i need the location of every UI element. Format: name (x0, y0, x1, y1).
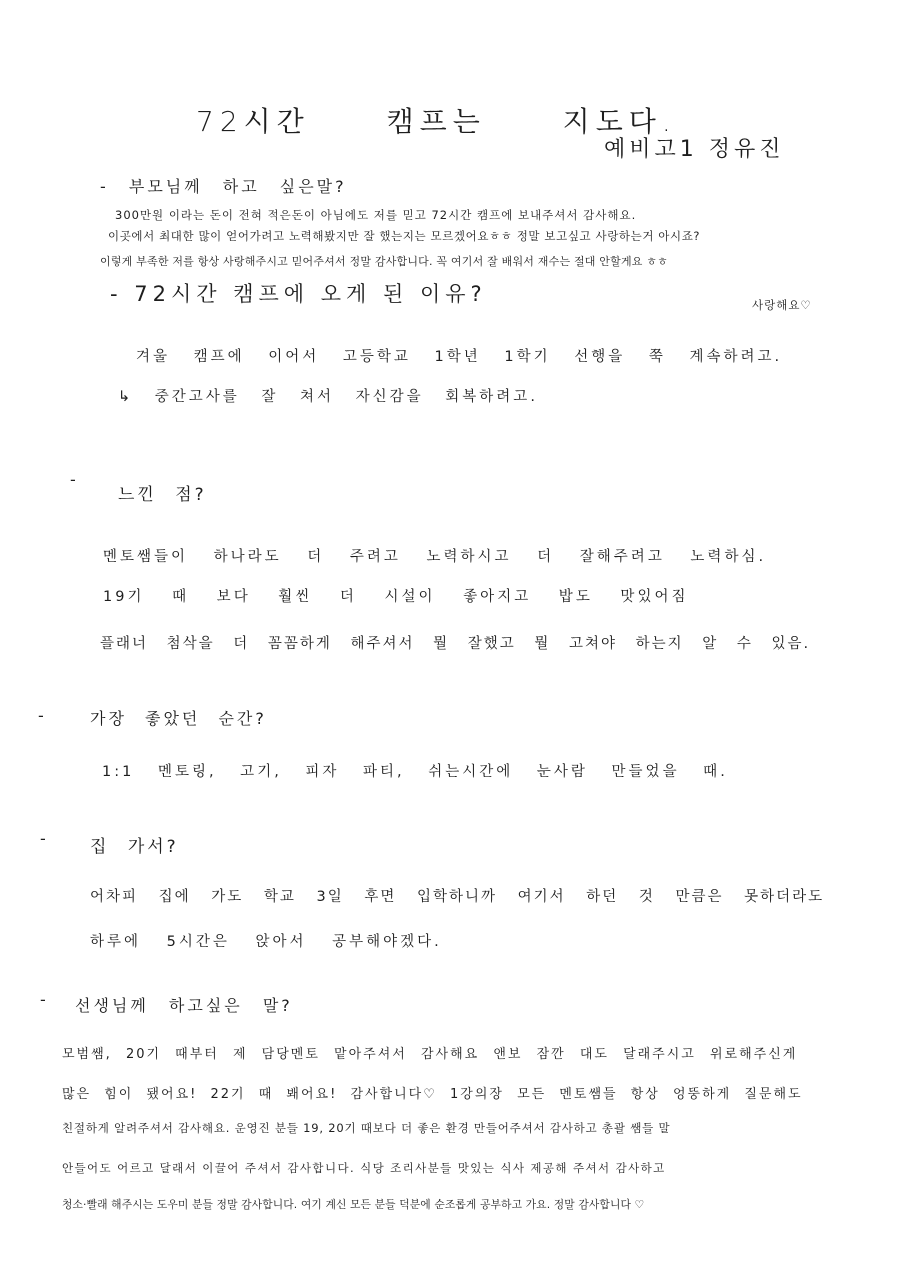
teachers-line-3: 친절하게 알려주셔서 감사해요. 운영진 분들 19, 20기 때보다 더 좋은 환경 만들어주셔서 감사하고 총괄 쌤들 말 (62, 1121, 671, 1135)
page-title: 72시간 캠프는 지도다. (196, 105, 677, 138)
felt-line-1: 멘토쌤들이 하나라도 더 주려고 노력하시고 더 잘해주려고 노력하심. (103, 549, 767, 565)
question-reason: - 72시간 캠프에 오게 된 이유? (110, 282, 487, 306)
best-dash: - (38, 706, 47, 725)
parents-closing: 사랑해요♡ (752, 298, 812, 312)
parents-line-1: 300만원 이라는 돈이 전혀 적은돈이 아님에도 저를 믿고 72시간 캠프에 보내주셔서 감사해요. (115, 208, 637, 222)
teachers-line-1: 모범쌤, 20기 때부터 제 담당멘토 맡아주셔서 감사해요 앤보 잠깐 대도 달래주시고 위로해주신게 (62, 1047, 798, 1062)
best-line: 1:1 멘토링, 고기, 피자 파티, 쉬는시간에 눈사람 만들었을 때. (102, 764, 728, 780)
question-felt: 느낀 점? (118, 485, 207, 505)
home-line-1: 어차피 집에 가도 학교 3일 후면 입학하니까 여기서 하던 것 만큼은 못하더라도 (90, 889, 825, 905)
author-name: 예비고1 정유진 (604, 137, 785, 162)
reason-line-2: ↳ 중간고사를 잘 쳐서 자신감을 회복하려고. (118, 389, 538, 405)
felt-line-2: 19기 때 보다 훨씬 더 시설이 좋아지고 밥도 맛있어짐 (103, 589, 689, 605)
teachers-line-4: 안들어도 어르고 달래서 이끌어 주셔서 감사합니다. 식당 조리사분들 맛있는 식사 제공해 주셔서 감사하고 (62, 1161, 666, 1175)
question-parents: - 부모님께 하고 싶은말? (100, 177, 347, 196)
felt-dash: - (70, 470, 79, 489)
felt-line-3: 플래너 첨삭을 더 꼼꼼하게 해주셔서 뭘 잘했고 뭘 고쳐야 하는지 알 수 있음. (100, 636, 811, 652)
teachers-line-5: 청소·빨래 해주시는 도우미 분들 정말 감사합니다. 여기 계신 모든 분들 덕분에 순조롭게 공부하고 가요. 정말 감사합니다 ♡ (62, 1198, 645, 1211)
question-best: 가장 좋았던 순간? (90, 709, 267, 728)
question-teachers: 선생님께 하고싶은 말? (75, 996, 293, 1015)
parents-line-2: 이곳에서 최대한 많이 얻어가려고 노력해봤지만 잘 했는지는 모르겠어요ㅎㅎ 정말 보고싶고 사랑하는거 아시죠? (108, 229, 701, 243)
home-line-2: 하루에 5시간은 앉아서 공부해야겠다. (90, 934, 442, 950)
reason-line-1: 겨울 캠프에 이어서 고등학교 1학년 1학기 선행을 쭉 계속하려고. (136, 349, 783, 365)
question-home: 집 가서? (90, 837, 179, 857)
parents-line-3: 이렇게 부족한 저를 항상 사랑해주시고 믿어주셔서 정말 감사합니다. 꼭 여기서 잘 배워서 재수는 절대 안할게요 ㅎㅎ (100, 255, 668, 268)
home-dash: - (40, 829, 49, 848)
teachers-line-2: 많은 힘이 됐어요! 22기 때 봬어요! 감사합니다♡ 1강의장 모든 멘토쌤들 항상 엉뚱하게 질문해도 (62, 1087, 803, 1102)
teachers-dash: - (40, 990, 49, 1009)
